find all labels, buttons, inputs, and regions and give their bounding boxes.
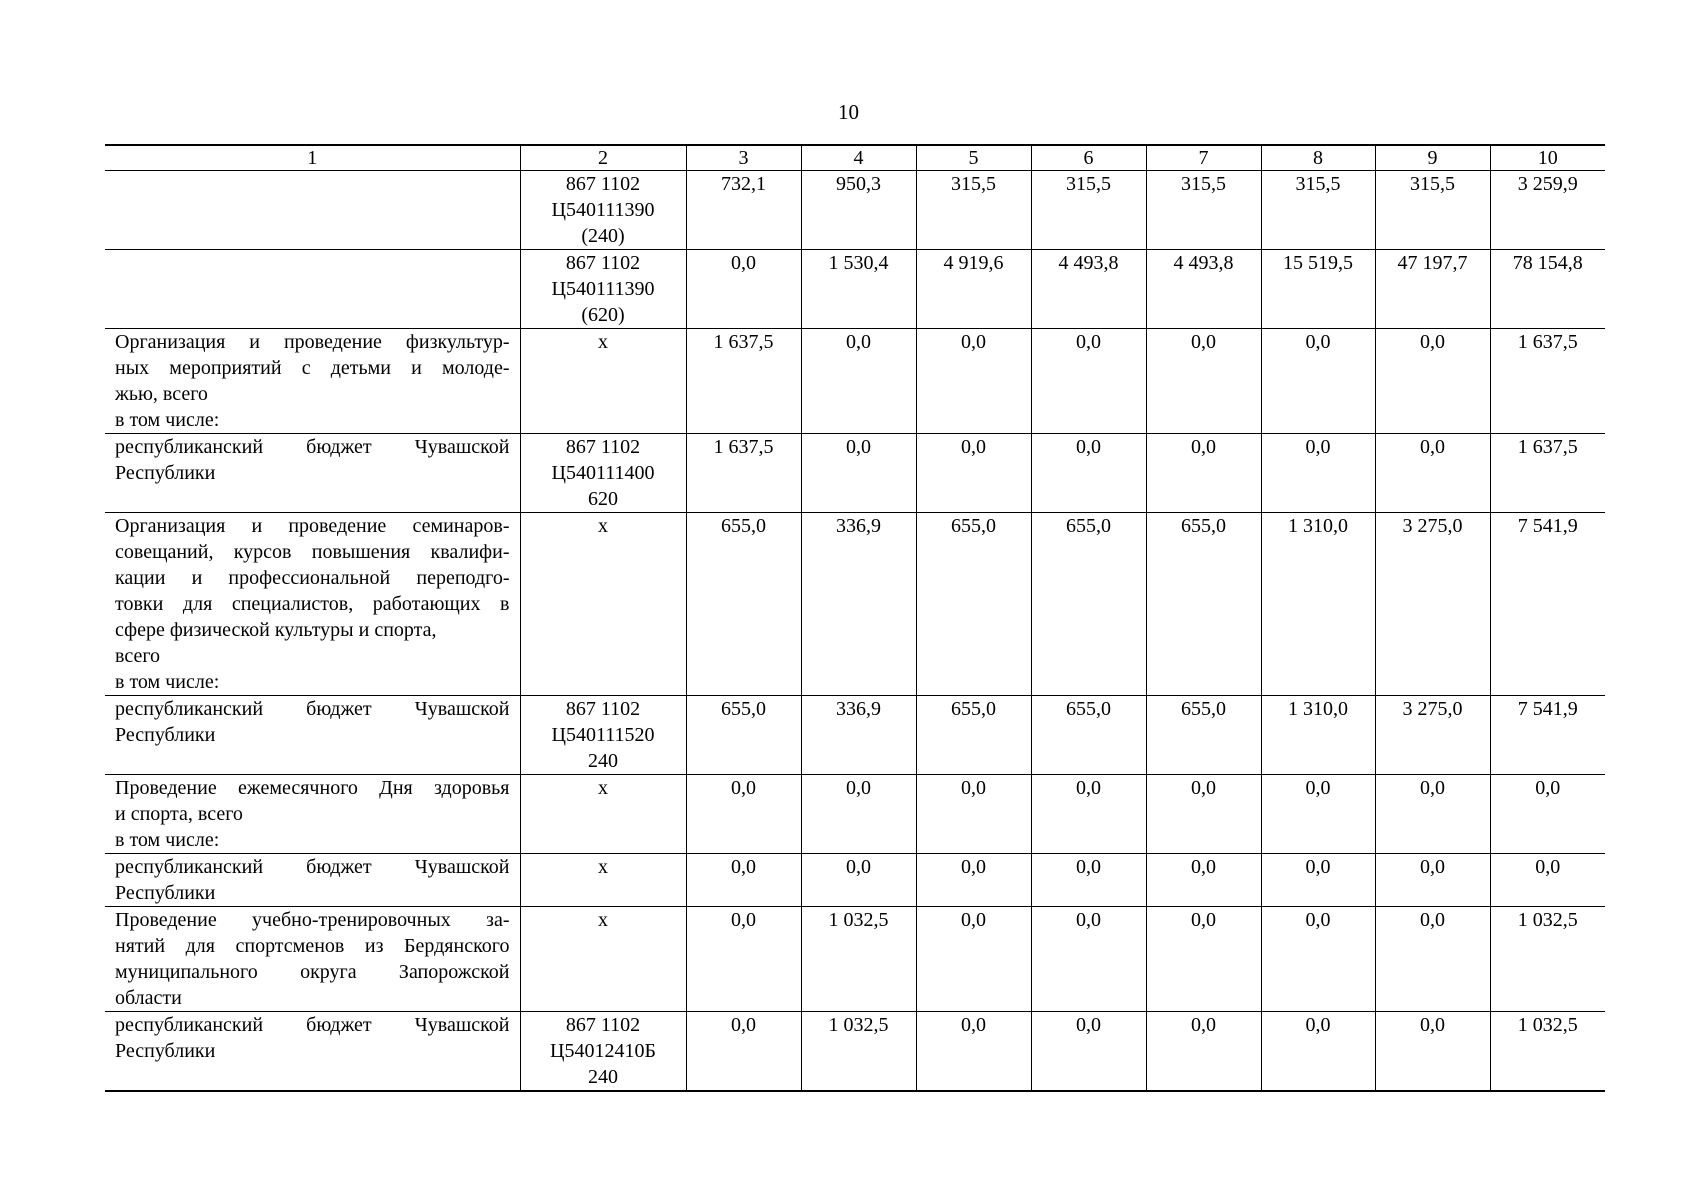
row-name-cell — [105, 434, 520, 513]
value-cell: 315,5 — [1375, 171, 1490, 250]
budget-code-line: х — [598, 515, 608, 537]
budget-code-cell — [520, 696, 686, 775]
value-cell: 3 275,0 — [1375, 696, 1490, 775]
value-cell: 0,0 — [916, 434, 1031, 513]
value-cell: 0,0 — [1146, 854, 1261, 907]
column-number-row — [105, 145, 1605, 171]
value-cell: 0,0 — [916, 854, 1031, 907]
row-name-line: жью, всего — [115, 383, 208, 405]
value-cell: 0,0 — [1490, 854, 1605, 907]
budget-code-line: Ц540111390 — [551, 278, 655, 300]
value-cell: 315,5 — [1261, 171, 1375, 250]
table-row — [105, 696, 1605, 775]
value-cell: 0,0 — [1031, 434, 1146, 513]
value-cell: 0,0 — [1375, 329, 1490, 434]
value-cell: 1 530,4 — [801, 250, 916, 329]
value-cell: 336,9 — [801, 513, 916, 696]
budget-code-line: х — [598, 909, 608, 931]
value-cell: 4 493,8 — [1146, 250, 1261, 329]
value-cell: 0,0 — [1146, 434, 1261, 513]
column-number-cell: 10 — [1490, 145, 1605, 171]
row-name-cell — [105, 171, 520, 250]
row-name-cell — [105, 250, 520, 329]
value-cell: 1 637,5 — [1490, 434, 1605, 513]
budget-code-line: (620) — [581, 304, 625, 326]
value-cell: 1 032,5 — [801, 1012, 916, 1092]
row-name-line: Республики — [115, 882, 216, 904]
value-cell: 0,0 — [686, 907, 801, 1012]
table-row — [105, 171, 1605, 250]
table-row — [105, 250, 1605, 329]
value-cell: 4 919,6 — [916, 250, 1031, 329]
table-row — [105, 329, 1605, 434]
row-name-line: ных мероприятий с детьми и молоде- — [115, 357, 510, 379]
budget-code-cell — [520, 1012, 686, 1092]
row-name-cell — [105, 513, 520, 696]
page-number: 10 — [838, 100, 859, 124]
budget-code-line: 867 1102 — [565, 698, 641, 720]
value-cell: 7 541,9 — [1490, 696, 1605, 775]
row-name-cell — [105, 1012, 520, 1092]
value-cell: 1 032,5 — [1490, 907, 1605, 1012]
budget-code-line: х — [598, 777, 608, 799]
value-cell: 0,0 — [1375, 854, 1490, 907]
value-cell: 1 637,5 — [686, 329, 801, 434]
value-cell: 1 637,5 — [1490, 329, 1605, 434]
value-cell: 0,0 — [1261, 329, 1375, 434]
row-name-cell — [105, 696, 520, 775]
value-cell: 336,9 — [801, 696, 916, 775]
value-cell: 0,0 — [686, 250, 801, 329]
value-cell: 0,0 — [686, 854, 801, 907]
value-cell: 0,0 — [686, 1012, 801, 1092]
value-cell: 0,0 — [1031, 1012, 1146, 1092]
row-name-line: республиканский бюджет Чувашской — [115, 698, 510, 720]
value-cell: 1 032,5 — [1490, 1012, 1605, 1092]
value-cell: 0,0 — [1031, 775, 1146, 854]
value-cell: 732,1 — [686, 171, 801, 250]
row-name-line: Республики — [115, 724, 216, 746]
value-cell: 0,0 — [1375, 1012, 1490, 1092]
value-cell: 0,0 — [1031, 854, 1146, 907]
value-cell: 315,5 — [1031, 171, 1146, 250]
value-cell: 0,0 — [1146, 907, 1261, 1012]
row-name-cell — [105, 329, 520, 434]
column-number-cell: 8 — [1261, 145, 1375, 171]
value-cell: 0,0 — [1031, 329, 1146, 434]
value-cell: 655,0 — [686, 513, 801, 696]
value-cell: 1 310,0 — [1261, 513, 1375, 696]
table-row — [105, 854, 1605, 907]
column-number-cell: 9 — [1375, 145, 1490, 171]
value-cell: 0,0 — [1490, 775, 1605, 854]
row-name-line: всего — [115, 645, 161, 667]
row-name-line: нятий для спортсменов из Бердянского — [115, 935, 510, 957]
value-cell: 0,0 — [916, 907, 1031, 1012]
budget-code-cell — [520, 513, 686, 696]
row-name-line: Организация и проведение физкультур- — [115, 331, 510, 353]
table-row — [105, 1012, 1605, 1092]
table-row — [105, 434, 1605, 513]
value-cell: 0,0 — [1146, 329, 1261, 434]
value-cell: 315,5 — [916, 171, 1031, 250]
value-cell: 3 275,0 — [1375, 513, 1490, 696]
budget-code-cell — [520, 434, 686, 513]
value-cell: 655,0 — [1146, 696, 1261, 775]
value-cell: 0,0 — [1261, 434, 1375, 513]
row-name-line: области — [115, 987, 182, 1009]
row-name-line: Организация и проведение семинаров- — [115, 515, 510, 537]
value-cell: 655,0 — [916, 696, 1031, 775]
budget-code-line: х — [598, 856, 608, 878]
column-number-cell: 3 — [686, 145, 801, 171]
row-name-line: в том числе: — [115, 409, 220, 431]
budget-code-cell — [520, 775, 686, 854]
value-cell: 7 541,9 — [1490, 513, 1605, 696]
row-name-cell — [105, 854, 520, 907]
value-cell: 0,0 — [801, 329, 916, 434]
budget-code-cell — [520, 171, 686, 250]
row-name-line: муниципального округа Запорожской — [115, 961, 510, 983]
row-name-line: республиканский бюджет Чувашской — [115, 856, 510, 878]
row-name-line: республиканский бюджет Чувашской — [115, 436, 510, 458]
value-cell: 0,0 — [916, 1012, 1031, 1092]
value-cell: 950,3 — [801, 171, 916, 250]
value-cell: 655,0 — [916, 513, 1031, 696]
value-cell: 0,0 — [1031, 907, 1146, 1012]
row-name-line: Республики — [115, 1040, 216, 1062]
row-name-line: сфере физической культуры и спорта, — [115, 619, 437, 641]
row-name-line: кации и профессиональной переподго- — [115, 567, 510, 589]
table-row — [105, 775, 1605, 854]
value-cell: 655,0 — [686, 696, 801, 775]
value-cell: 0,0 — [1261, 1012, 1375, 1092]
row-name-line: совещаний, курсов повышения квалифи- — [115, 541, 510, 563]
budget-code-line: 867 1102 — [565, 173, 641, 195]
value-cell: 4 493,8 — [1031, 250, 1146, 329]
row-name-line: Проведение ежемесячного Дня здоровья — [115, 777, 510, 799]
value-cell: 655,0 — [1031, 513, 1146, 696]
row-name-line: и спорта, всего — [115, 803, 243, 825]
value-cell: 0,0 — [1146, 775, 1261, 854]
budget-code-line: Ц540111390 — [551, 199, 655, 221]
row-name-line: Проведение учебно-тренировочных за- — [115, 909, 510, 931]
row-name-line: Республики — [115, 462, 216, 484]
column-number-cell: 6 — [1031, 145, 1146, 171]
value-cell: 0,0 — [1261, 907, 1375, 1012]
budget-code-cell — [520, 250, 686, 329]
row-name-line: товки для специалистов, работающих в — [115, 593, 510, 615]
value-cell: 0,0 — [1261, 775, 1375, 854]
value-cell: 0,0 — [1375, 775, 1490, 854]
column-number-cell: 5 — [916, 145, 1031, 171]
budget-table — [105, 144, 1605, 1092]
value-cell: 3 259,9 — [1490, 171, 1605, 250]
value-cell: 0,0 — [1261, 854, 1375, 907]
table-row — [105, 513, 1605, 696]
budget-code-cell — [520, 907, 686, 1012]
budget-code-line: 240 — [588, 750, 618, 772]
value-cell: 655,0 — [1146, 513, 1261, 696]
budget-code-line: Ц54012410Б — [550, 1040, 656, 1062]
value-cell: 0,0 — [1146, 1012, 1261, 1092]
value-cell: 0,0 — [1375, 434, 1490, 513]
budget-code-line: 867 1102 — [565, 1014, 641, 1036]
column-number-cell: 4 — [801, 145, 916, 171]
value-cell: 47 197,7 — [1375, 250, 1490, 329]
column-number-cell: 7 — [1146, 145, 1261, 171]
budget-code-line: х — [598, 331, 608, 353]
budget-code-line: 867 1102 — [565, 252, 641, 274]
column-number-cell: 1 — [105, 145, 520, 171]
table-body — [105, 145, 1605, 1091]
row-name-line: в том числе: — [115, 829, 220, 851]
budget-code-line: 620 — [588, 488, 618, 510]
budget-code-line: 240 — [588, 1066, 618, 1088]
row-name-cell — [105, 775, 520, 854]
value-cell: 0,0 — [1375, 907, 1490, 1012]
budget-code-line: Ц540111520 — [551, 724, 655, 746]
column-number-cell: 2 — [520, 145, 686, 171]
row-name-cell — [105, 907, 520, 1012]
value-cell: 15 519,5 — [1261, 250, 1375, 329]
row-name-line: республиканский бюджет Чувашской — [115, 1014, 510, 1036]
value-cell: 0,0 — [916, 329, 1031, 434]
value-cell: 1 032,5 — [801, 907, 916, 1012]
budget-code-cell — [520, 329, 686, 434]
value-cell: 1 310,0 — [1261, 696, 1375, 775]
value-cell: 0,0 — [686, 775, 801, 854]
value-cell: 315,5 — [1146, 171, 1261, 250]
budget-code-line: Ц540111400 — [551, 462, 655, 484]
value-cell: 0,0 — [801, 775, 916, 854]
budget-code-cell — [520, 854, 686, 907]
budget-code-line: (240) — [581, 225, 625, 247]
value-cell: 78 154,8 — [1490, 250, 1605, 329]
row-name-line: в том числе: — [115, 671, 220, 693]
value-cell: 0,0 — [801, 434, 916, 513]
value-cell: 655,0 — [1031, 696, 1146, 775]
budget-code-line: 867 1102 — [565, 436, 641, 458]
table-row — [105, 907, 1605, 1012]
value-cell: 0,0 — [801, 854, 916, 907]
value-cell: 0,0 — [916, 775, 1031, 854]
value-cell: 1 637,5 — [686, 434, 801, 513]
